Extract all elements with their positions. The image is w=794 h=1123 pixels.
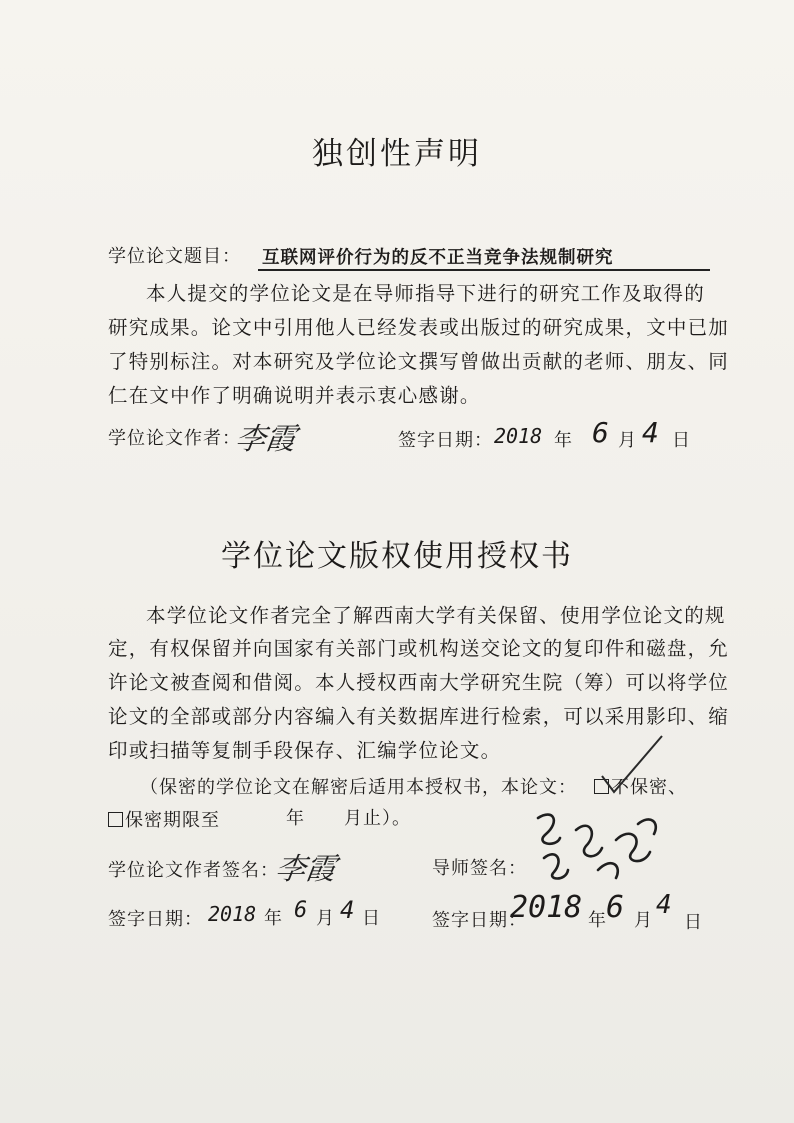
day-unit: 日	[672, 430, 691, 451]
year-unit: 年	[554, 430, 573, 451]
originality-line-3: 了特别标注。对本研究及学位论文撰写曾做出贡献的老师、朋友、同	[108, 350, 730, 373]
date-day: 4	[642, 416, 659, 449]
secrecy-line: （保密的学位论文在解密后适用本授权书，本论文：	[140, 777, 577, 798]
copyright-line-2: 定，有权保留并向国家有关部门或机构送交论文的复印件和磁盘，允	[108, 637, 730, 660]
secrecy-year-unit: 年	[286, 808, 305, 829]
secret-checkbox	[108, 812, 123, 827]
copyright-title: 学位论文版权使用授权书	[221, 539, 573, 574]
author-year-unit: 年	[264, 908, 283, 929]
advisor-date-label: 签字日期：	[432, 910, 527, 931]
date-year: 2018	[494, 424, 543, 448]
advisor-month-unit: 月	[634, 910, 653, 931]
author-date-label: 签字日期：	[108, 909, 203, 930]
originality-line-4: 仁在文中作了明确说明并表示衷心感谢。	[108, 384, 481, 407]
copyright-author-signature: 李霞	[273, 852, 338, 887]
author-date-year: 2018	[208, 902, 257, 926]
author-day-unit: 日	[362, 908, 381, 929]
check-mark-icon	[598, 730, 668, 800]
originality-title: 独创性声明	[312, 136, 482, 172]
advisor-sign-label: 导师签名：	[432, 858, 527, 879]
secret-option	[108, 806, 220, 832]
author-signature: 李霞	[233, 422, 298, 457]
topic-value: 互联网评价行为的反不正当竞争法规制研究	[262, 248, 614, 268]
originality-line-2: 研究成果。论文中引用他人已经发表或出版过的研究成果，文中已加	[108, 316, 730, 339]
author-sign-label: 学位论文作者签名：	[108, 860, 279, 881]
advisor-signature	[520, 800, 670, 890]
advisor-day-unit: 日	[684, 912, 703, 933]
author-month-unit: 月	[316, 908, 335, 929]
advisor-date-month: 6	[606, 890, 625, 925]
author-date-day: 4	[340, 896, 355, 924]
copyright-line-1: 本学位论文作者完全了解西南大学有关保留、使用学位论文的规	[146, 604, 726, 627]
date-month: 6	[592, 416, 609, 449]
secret-label: 保密期限至	[125, 810, 220, 831]
secrecy-month-unit: 月止）。	[344, 808, 411, 829]
originality-line-1: 本人提交的学位论文是在导师指导下进行的研究工作及取得的	[146, 282, 705, 305]
month-unit: 月	[618, 430, 637, 451]
advisor-date-year: 2018	[510, 890, 583, 925]
author-label: 学位论文作者：	[108, 428, 241, 449]
author-date-month: 6	[294, 898, 308, 923]
advisor-date-day: 4	[656, 890, 672, 920]
copyright-line-5: 印或扫描等复制手段保存、汇编学位论文。	[108, 739, 502, 762]
not-secret-label: 不保密、	[611, 777, 687, 798]
topic-label: 学位论文题目：	[108, 246, 241, 267]
copyright-line-3: 许论文被查阅和借阅。本人授权西南大学研究生院（筹）可以将学位	[108, 671, 730, 694]
copyright-line-4: 论文的全部或部分内容编入有关数据库进行检索，可以采用影印、缩	[108, 705, 730, 728]
date-label: 签字日期：	[398, 430, 493, 451]
advisor-year-unit: 年	[588, 910, 607, 931]
